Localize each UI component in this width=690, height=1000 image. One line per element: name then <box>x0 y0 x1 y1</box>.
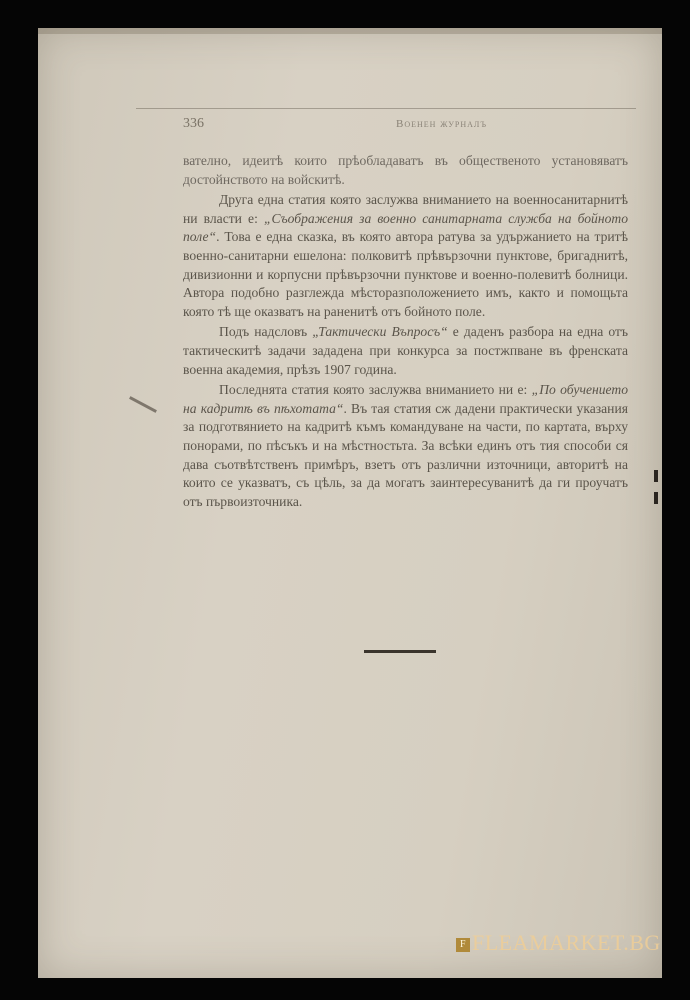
paragraph-tactical <box>183 323 628 379</box>
binding-marks <box>654 470 660 530</box>
article-title: „Съображения за военно санитарната служба на бойното поле“ <box>183 210 628 245</box>
ink-smudge <box>129 396 157 413</box>
paragraph-text: Друга една статия която заслужва вниманието на военносанитарнитѣ ни власти е: <box>183 192 628 226</box>
journal-title: Военен журналъ <box>396 118 487 130</box>
paragraph-text: Последнята статия която заслужва вниманието ни е: <box>219 382 532 398</box>
book-page <box>38 28 662 978</box>
paragraph-text: е даденъ разбора на една отъ тактическитѣ задачи зададена при конкурса за постжпване въ френската военна академия, прѣзъ 1907 година. <box>183 324 628 377</box>
paragraph-sanitary <box>183 191 628 321</box>
article-title: „Тактически Въпросъ“ <box>312 324 448 340</box>
article-title: „По обучението на кадритѣ въ пѣхотата“ <box>183 382 628 416</box>
paragraph-text: Подъ надсловъ <box>219 324 313 340</box>
watermark-logo-icon: F <box>456 938 470 952</box>
binding-mark <box>654 492 658 504</box>
page-number: 336 <box>183 116 204 131</box>
watermark <box>456 930 661 956</box>
running-head <box>136 86 636 131</box>
section-end-rule <box>364 650 436 653</box>
paragraph-continued: вателно, идеитѣ които прѣобладаватъ въ общественото установяватъ достойнството на войскитѣ. <box>183 153 628 187</box>
paragraph-cadres <box>183 381 628 511</box>
watermark-text: FLEAMARKET.BG <box>472 930 661 955</box>
article-text <box>183 152 628 511</box>
paragraph-text: . Въ тая статия сж дадени практически указания за подготвянието на кадритѣ къмъ командуване на части, по картата, върху понорами, по пѣсъкъ и на мѣстностьта. За всѣки единъ отъ тия способи ся дава съотвѣтственъ примѣръ, взетъ отъ различни източници, авторитѣ на които се указватъ, съ цѣль, за да могатъ заинтересуванитѣ да ги проучатъ отъ първоизточника. <box>183 400 628 509</box>
binding-mark <box>654 470 658 482</box>
paragraph-text: . Това е една сказка, въ която автора ратува за удържанието на тритѣ военно-санитарни ешелона: полковитѣ прѣвързочни пунктове, бригаднитѣ, дивизионни и корпусни прѣвързочни пунктове и военно-полевитѣ болници. Автора подобно разглежда мѣсторазположението имъ, както и помощьта която тѣ ще оказватъ на раненитѣ отъ бойното поле. <box>183 229 628 319</box>
